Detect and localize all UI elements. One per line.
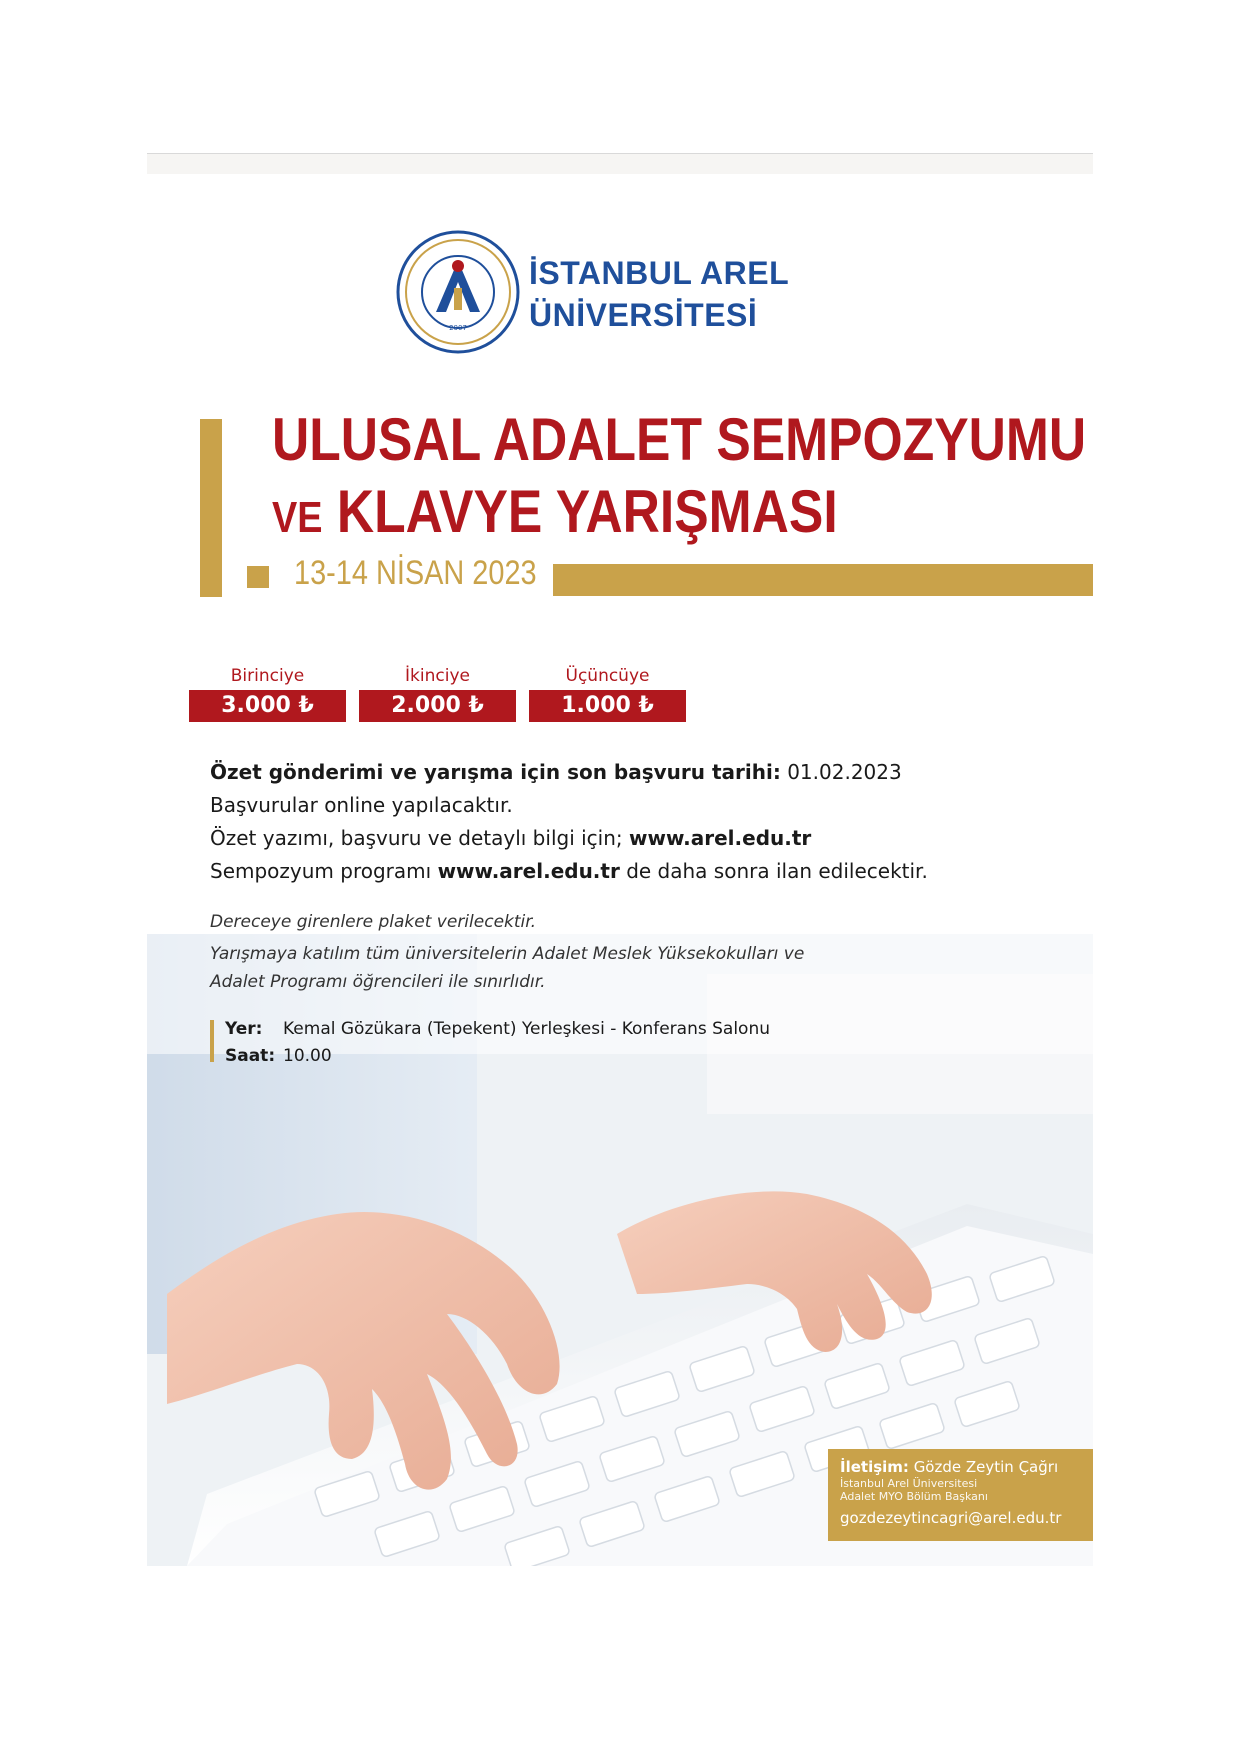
place-line <box>225 1016 770 1043</box>
event-date: 13-14 NİSAN 2023 <box>294 554 537 592</box>
program-url-link[interactable]: www.arel.edu.tr <box>437 859 620 883</box>
notes <box>210 908 804 996</box>
university-name <box>529 252 789 336</box>
application-info <box>210 756 928 888</box>
plaque-note: Dereceye girenlere plaket verilecektir. <box>210 912 537 932</box>
contact-name: Gözde Zeytin Çağrı <box>913 1458 1059 1476</box>
page-top-band <box>147 154 1093 174</box>
deadline-line <box>210 756 928 789</box>
time-value: 10.00 <box>283 1046 332 1066</box>
university-seal-logo <box>396 230 520 354</box>
details-prefix: Özet yazımı, başvuru ve detaylı bilgi için; <box>210 826 623 850</box>
deadline-label: Özet gönderimi ve yarışma için son başvuru tarihi: <box>210 760 781 784</box>
details-url-link[interactable]: www.arel.edu.tr <box>629 826 812 850</box>
contact-role: Adalet MYO Bölüm Başkanı <box>840 1490 988 1503</box>
program-suffix: de daha sonra ilan edilecektir. <box>626 859 928 883</box>
program-line <box>210 855 928 888</box>
number-one-mark <box>200 419 222 597</box>
prize-label: Üçüncüye <box>565 666 650 686</box>
event-title-line2 <box>272 476 1086 554</box>
contact-label: İletişim: <box>840 1458 909 1476</box>
location-marker <box>210 1020 214 1062</box>
prize-amount: 2.000 ₺ <box>359 690 516 722</box>
prize-label: Birinciye <box>230 666 305 686</box>
prize-amount: 3.000 ₺ <box>189 690 346 722</box>
gold-rule <box>553 564 1093 596</box>
symposium-poster <box>147 174 1093 1566</box>
event-title-line2-rest: KLAVYE YARIŞMASI <box>336 478 838 545</box>
location-info <box>225 1016 770 1070</box>
event-title <box>272 404 1086 554</box>
place-label: Yer: <box>225 1019 263 1039</box>
prize-third <box>529 664 686 722</box>
university-name-line2: ÜNİVERSİTESİ <box>529 297 758 333</box>
prize-first <box>189 664 346 722</box>
deadline-value: 01.02.2023 <box>787 760 902 784</box>
contact-box <box>828 1449 1093 1541</box>
event-title-ve: VE <box>272 493 323 542</box>
online-line: Başvurular online yapılacaktır. <box>210 793 513 817</box>
eligibility-note-line1: Yarışmaya katılım tüm üniversitelerin Adalet Meslek Yüksekokulları ve <box>210 944 805 964</box>
contact-name-line <box>840 1457 1081 1477</box>
svg-text:2007: 2007 <box>449 324 467 332</box>
eligibility-note-line2: Adalet Programı öğrencileri ile sınırlıdır. <box>210 972 546 992</box>
university-name-line1: İSTANBUL AREL <box>529 255 790 291</box>
contact-email-link[interactable]: gozdezeytincagri@arel.edu.tr <box>840 1509 1062 1527</box>
time-label: Saat: <box>225 1046 276 1066</box>
prize-second <box>359 664 516 722</box>
contact-org: İstanbul Arel Üniversitesi <box>840 1477 978 1490</box>
date-marker <box>247 566 269 588</box>
time-line <box>225 1043 770 1070</box>
place-value: Kemal Gözükara (Tepekent) Yerleşkesi - Konferans Salonu <box>283 1019 770 1039</box>
prize-amount: 1.000 ₺ <box>529 690 686 722</box>
details-line <box>210 822 928 855</box>
event-title-line1: ULUSAL ADALET SEMPOZYUMU <box>272 406 1087 473</box>
prize-label: İkinciye <box>405 666 470 686</box>
program-prefix: Sempozyum programı <box>210 859 432 883</box>
